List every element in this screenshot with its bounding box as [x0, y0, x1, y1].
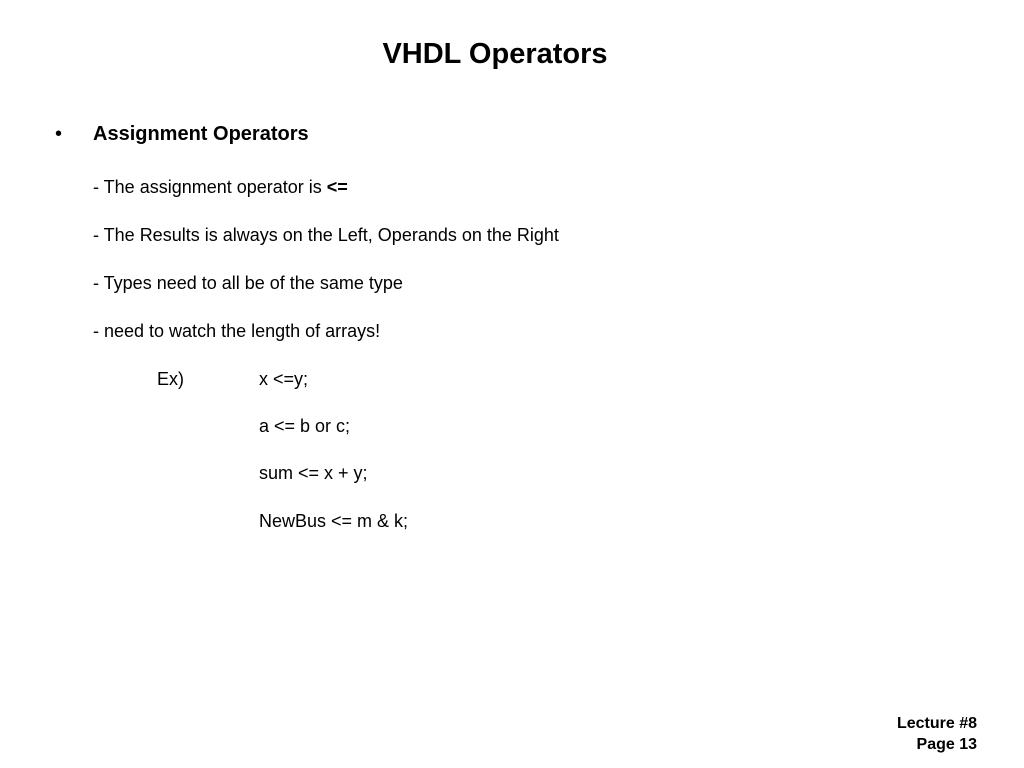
- page-number: Page 13: [916, 736, 977, 753]
- text-line-results-left: - The Results is always on the Left, Operands on the Right: [93, 225, 559, 245]
- bullet-heading: Assignment Operators: [93, 123, 309, 145]
- line1-prefix: - The assignment operator is: [93, 177, 327, 197]
- text-line-array-length: - need to watch the length of arrays!: [93, 321, 381, 341]
- bullet-marker: •: [55, 123, 63, 145]
- code-line: a <= b or c;: [259, 416, 351, 436]
- code-line: sum <= x + y;: [259, 463, 368, 483]
- lecture-number: Lecture #8: [896, 715, 977, 732]
- text-line-same-type: - Types need to all be of the same type: [93, 273, 403, 293]
- operator-symbol: <=: [326, 177, 348, 197]
- slide-title: VHDL Operators: [382, 38, 608, 70]
- example-label: Ex): [157, 369, 184, 389]
- slide-footer: [897, 713, 977, 755]
- code-line: x <=y;: [259, 369, 309, 389]
- code-line: NewBus <= m & k;: [259, 511, 409, 531]
- text-line-assignment-operator: [93, 175, 348, 199]
